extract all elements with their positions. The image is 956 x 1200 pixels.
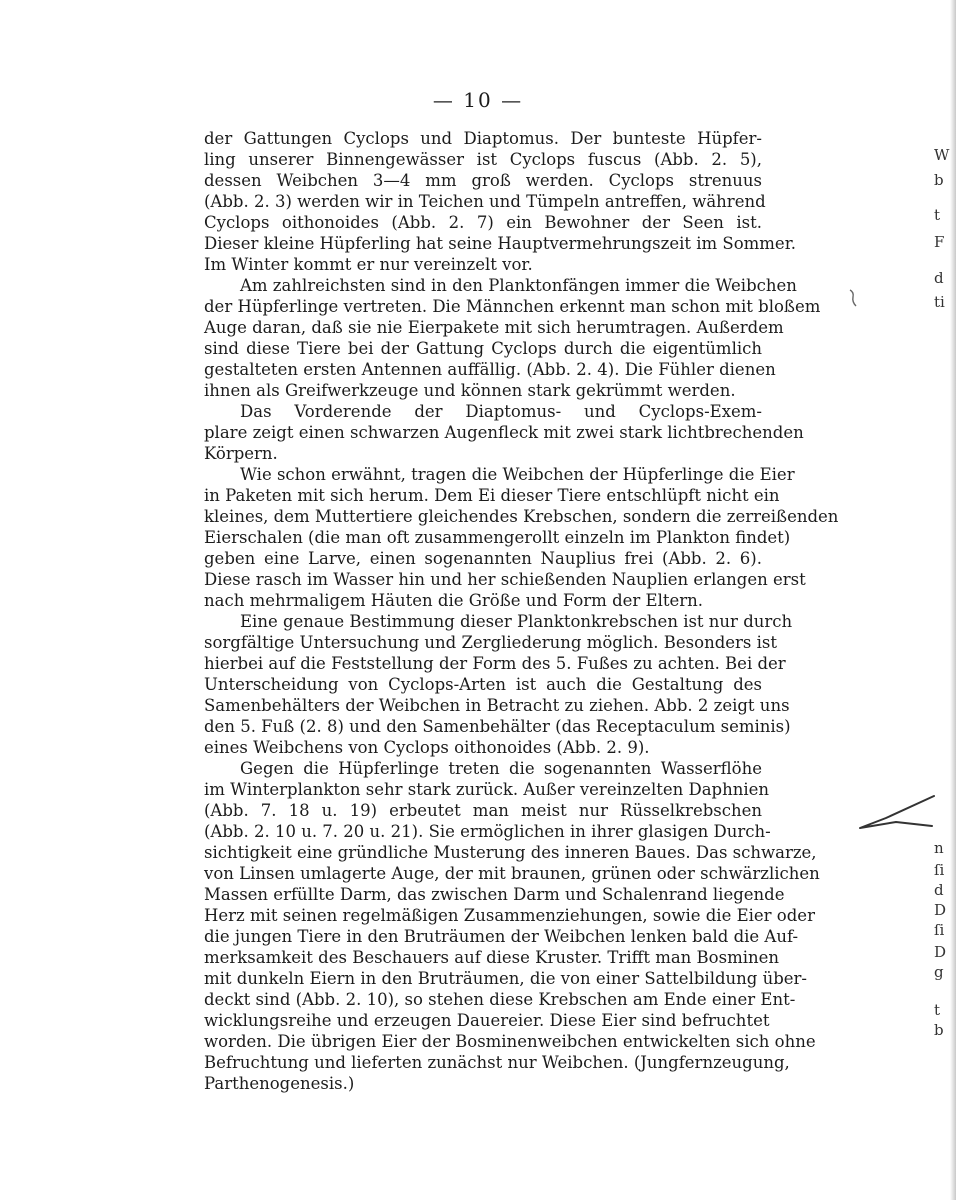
text-line: wicklungsreihe und erzeugen Dauereier. Diese Eier sind befruchtet [204, 1011, 770, 1030]
text-line: geben eine Larve, einen sogenannten Nauplius frei (Abb. 2. 6). [204, 549, 762, 568]
text-line: in Paketen mit sich herum. Dem Ei dieser Tiere entschlüpft nicht ein [204, 486, 780, 505]
text-line: dessen Weibchen 3—4 mm groß werden. Cyclops strenuus [204, 171, 762, 190]
text-line: Im Winter kommt er nur vereinzelt vor. [204, 255, 533, 274]
text-line: von Linsen umlagerte Auge, der mit braunen, grünen oder schwärzlichen [204, 864, 820, 883]
edge-letter: t [934, 206, 941, 224]
text-line: Befruchtung und lieferten zunächst nur Weibchen. (Jungfernzeugung, [204, 1053, 790, 1072]
text-line: kleines, dem Muttertiere gleichendes Krebschen, sondern die zerreißenden [204, 507, 839, 526]
text-line: plare zeigt einen schwarzen Augenfleck mit zwei stark lichtbrechenden [204, 423, 804, 442]
text-line: ling unserer Binnengewässer ist Cyclops fuscus (Abb. 2. 5), [204, 150, 762, 169]
text-line: nach mehrmaligem Häuten die Größe und Form der Eltern. [204, 591, 704, 610]
page-number: — 10 — [432, 88, 524, 112]
edge-letter: D [934, 901, 947, 919]
text-line: Das Vorderende der Diaptomus- und Cyclops-Exem- [240, 402, 762, 421]
text-line: ihnen als Greifwerkzeuge und können stark gekrümmt werden. [204, 381, 736, 400]
text-line: den 5. Fuß (2. 8) und den Samenbehälter (das Receptaculum seminis) [204, 717, 791, 736]
text-line: eines Weibchens von Cyclops oithonoides (Abb. 2. 9). [204, 738, 650, 757]
text-line: der Gattungen Cyclops und Diaptomus. Der bunteste Hüpfer- [204, 129, 762, 148]
text-line: hierbei auf die Feststellung der Form des 5. Fußes zu achten. Bei der [204, 654, 786, 673]
text-line: im Winterplankton sehr stark zurück. Außer vereinzelten Daphnien [204, 780, 770, 799]
edge-letter: ti [934, 293, 945, 311]
text-line: (Abb. 7. 18 u. 19) erbeutet man meist nur Rüsselkrebschen [204, 801, 762, 820]
text-line: Eine genaue Bestimmung dieser Planktonkrebschen ist nur durch [240, 612, 793, 631]
text-line: mit dunkeln Eiern in den Bruträumen, die von einer Sattelbildung über- [204, 969, 808, 988]
text-line: Körpern. [204, 444, 278, 463]
text-line: Unterscheidung von Cyclops-Arten ist auch die Gestaltung des [204, 675, 762, 694]
edge-letter: n [934, 839, 944, 857]
body-text [204, 128, 839, 1094]
text-line: sichtigkeit eine gründliche Musterung des inneren Baues. Das schwarze, [204, 843, 817, 862]
text-line: gestalteten ersten Antennen auffällig. (Abb. 2. 4). Die Fühler dienen [204, 360, 776, 379]
edge-letter: D [934, 943, 947, 961]
text-line: (Abb. 2. 3) werden wir in Teichen und Tümpeln antreffen, während [204, 192, 766, 211]
text-line: Herz mit seinen regelmäßigen Zusammenziehungen, sowie die Eier oder [204, 906, 815, 925]
pencil-mark [846, 790, 936, 840]
text-line: worden. Die übrigen Eier der Bosminenweibchen entwickelten sich ohne [204, 1032, 816, 1051]
text-line: Samenbehälters der Weibchen in Betracht zu ziehen. Abb. 2 zeigt uns [204, 696, 790, 715]
text-line: Massen erfüllte Darm, das zwischen Darm und Schalenrand liegende [204, 885, 785, 904]
text-line: Wie schon erwähnt, tragen die Weibchen der Hüpferlinge die Eier [240, 465, 795, 484]
text-line: Dieser kleine Hüpferling hat seine Hauptvermehrungszeit im Sommer. [204, 234, 797, 253]
edge-letter: d [934, 269, 944, 287]
edge-letter: d [934, 881, 944, 899]
text-line: Am zahlreichsten sind in den Planktonfängen immer die Weibchen [240, 276, 797, 295]
edge-letter: b [934, 171, 944, 189]
text-line: sind diese Tiere bei der Gattung Cyclops durch die eigentümlich [204, 339, 762, 358]
text-line: Cyclops oithonoides (Abb. 2. 7) ein Bewohner der Seen ist. [204, 213, 762, 232]
scan-speck [848, 288, 860, 308]
text-line: sorgfältige Untersuchung und Zergliederung möglich. Besonders ist [204, 633, 777, 652]
edge-letter: t [934, 1001, 941, 1019]
text-line: deckt sind (Abb. 2. 10), so stehen diese Krebschen am Ende einer Ent- [204, 990, 796, 1009]
edge-letter: F [934, 233, 945, 251]
text-line: die jungen Tiere in den Bruträumen der Weibchen lenken bald die Auf- [204, 927, 799, 946]
text-line: Parthenogenesis.) [204, 1074, 355, 1093]
edge-letter: ſi [934, 921, 945, 939]
text-line: der Hüpferlinge vertreten. Die Männchen erkennt man schon mit bloßem [204, 297, 821, 316]
edge-letter: ſi [934, 861, 945, 879]
text-line: Eierschalen (die man oft zusammengerollt einzeln im Plankton findet) [204, 528, 791, 547]
text-line: merksamkeit des Beschauers auf diese Kruster. Trifft man Bosminen [204, 948, 780, 967]
edge-letter: W [934, 146, 950, 164]
text-line: Diese rasch im Wasser hin und her schießenden Nauplien erlangen erst [204, 570, 806, 589]
text-line: (Abb. 2. 10 u. 7. 20 u. 21). Sie ermöglichen in ihrer glasigen Durch- [204, 822, 771, 841]
scan-edge-shadow [950, 0, 956, 1200]
edge-letter: g [934, 963, 944, 981]
text-line: Auge daran, daß sie nie Eierpakete mit sich herumtragen. Außerdem [204, 318, 784, 337]
edge-letter: b [934, 1021, 944, 1039]
text-line: Gegen die Hüpferlinge treten die sogenannten Wasserflöhe [240, 759, 762, 778]
